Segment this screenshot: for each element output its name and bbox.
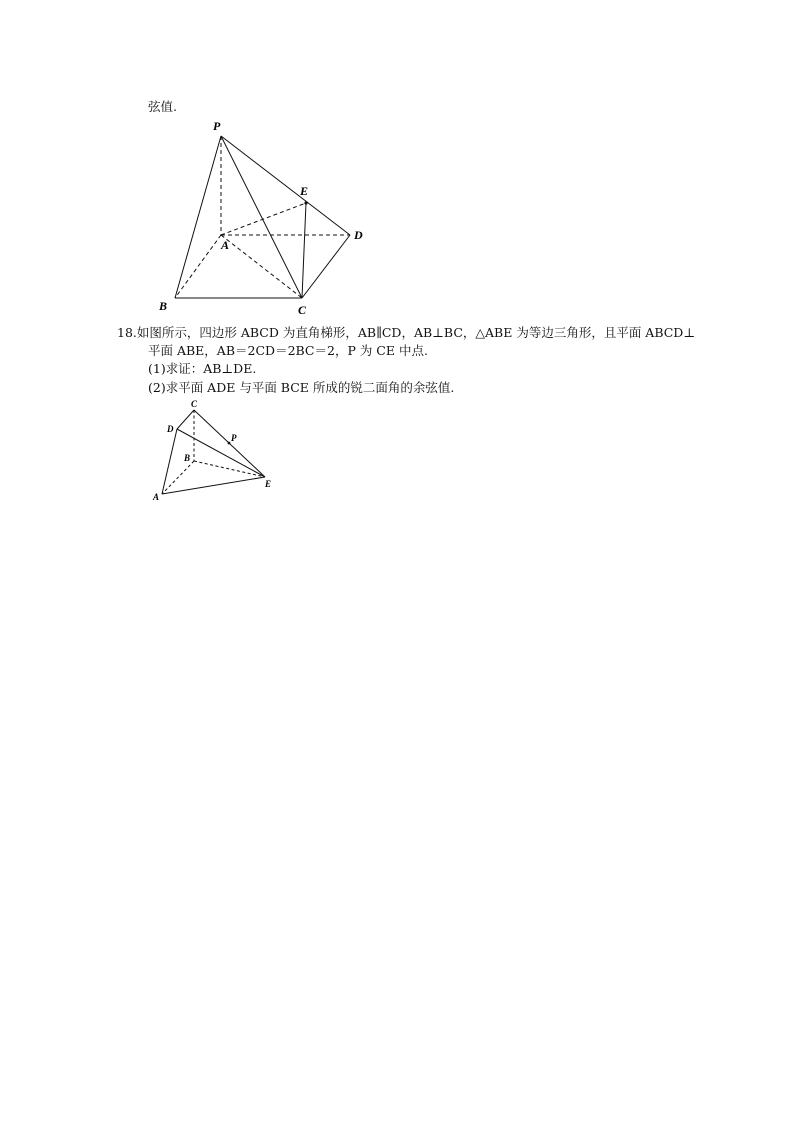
label-C: C (191, 399, 198, 409)
point-P (228, 442, 231, 445)
edge-CD (177, 410, 194, 429)
edge-PB (175, 136, 221, 298)
previous-problem-tail: 弦值. (148, 99, 177, 114)
point-E (304, 201, 307, 204)
label-D: D (354, 228, 363, 242)
edge-BE-hidden (194, 461, 265, 477)
edge-CD (302, 235, 350, 298)
problem-18-line-1 (117, 324, 695, 341)
pyramid-figure-1 (150, 112, 380, 322)
label-A: A (221, 238, 230, 252)
label-B: B (159, 299, 168, 313)
problem-statement-part-1: 如图所示，四边形 ABCD 为直角梯形，AB∥CD，AB⊥BC，△ABE 为等边三角形，且平面 ABCD⊥ (136, 325, 696, 340)
label-D: D (167, 424, 174, 434)
problem-18-line-2: 平面 ABE，AB＝2CD＝2BC＝2，P 为 CE 中点. (148, 343, 428, 358)
edge-AE-hidden (221, 203, 306, 235)
edge-CE (302, 203, 306, 298)
label-C: C (298, 303, 307, 317)
problem-number: 18. (117, 325, 137, 340)
edge-DE (177, 429, 265, 477)
sub-question-1: (1)求证：AB⊥DE. (148, 361, 257, 376)
edge-AB-hidden (175, 235, 221, 298)
edge-AE (162, 477, 265, 494)
sub-question-2: (2)求平面 ADE 与平面 BCE 所成的锐二面角的余弦值. (148, 380, 455, 395)
edge-AC-hidden (221, 235, 302, 298)
edge-PD (221, 136, 350, 235)
solid-figure-2 (148, 396, 283, 506)
edge-DA (162, 429, 177, 494)
label-E: E (300, 184, 309, 198)
edge-PC (221, 136, 302, 298)
label-E: E (265, 479, 272, 489)
label-B: B (184, 453, 191, 463)
label-A: A (153, 492, 160, 502)
label-P: P (231, 433, 237, 443)
label-P: P (213, 119, 221, 133)
